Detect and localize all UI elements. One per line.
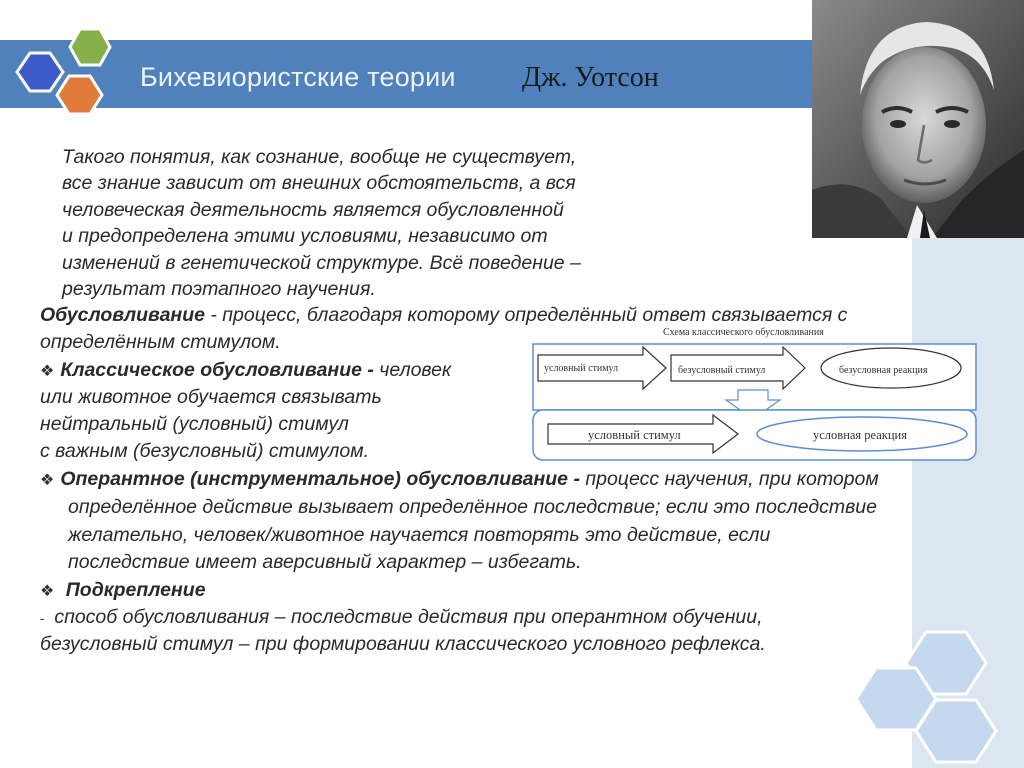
conditioning-def-line-1: - процесс, благодаря которому определённый ответ связывается с	[204, 304, 848, 326]
hex-green	[70, 29, 110, 65]
author-name: Дж. Уотсон	[522, 62, 659, 93]
bottom-stimulus-label: условный стимул	[588, 428, 681, 442]
quote-line-2: все знание зависит от внешних обстоятельств, а вся	[62, 172, 576, 194]
quote-line-5: изменений в генетической структуре. Всё поведение –	[62, 252, 581, 274]
operant-line-1: процесс научения, при котором	[579, 468, 879, 490]
diamond-bullet-icon: ❖	[40, 583, 55, 600]
quote-line-4: и предопределена этими условиями, независимо от	[62, 225, 548, 247]
page-title: Бихевиористские теории	[140, 62, 456, 92]
diamond-bullet-icon: ❖	[40, 363, 55, 380]
classical-line-2: или животное обучается связывать	[40, 386, 382, 408]
reinforcement-term: Подкрепление	[65, 579, 206, 601]
classical-term: Классическое обусловливание -	[60, 359, 374, 381]
portrait-photo	[812, 0, 1024, 238]
operant-line-2: определённое действие вызывает определённое последствие; если это последствие	[68, 496, 877, 518]
quote-line-3: человеческая деятельность является обусловленной	[62, 199, 564, 221]
operant-line-3: желательно, человек/животное научается повторять это действие, если	[68, 524, 771, 546]
classical-line-1: человек	[373, 359, 452, 381]
operant-line-4: последствие имеет аверсивный характер – избегать.	[68, 551, 582, 573]
reinforcement-heading	[40, 577, 206, 606]
diamond-bullet-icon: ❖	[40, 472, 55, 489]
operant-term: Оперантное (инструментальное) обусловливание -	[60, 468, 580, 490]
dash-bullet: -	[40, 611, 45, 626]
diagram-title: Схема классического обусловливания	[663, 327, 824, 338]
reinforcement-line-1-row	[40, 604, 763, 633]
top-unconditioned-label: безусловный стимул	[678, 365, 766, 376]
classical-conditioning-diagram	[518, 318, 988, 468]
reinforcement-line-1: способ обусловливания – последствие действия при оперантном обучении,	[54, 606, 763, 628]
conditioning-term: Обусловливание	[40, 304, 205, 326]
reinforcement-line-2: безусловный стимул – при формировании классического условного рефлекса.	[40, 633, 766, 655]
classical-heading	[40, 357, 451, 386]
classical-line-4: с важным (безусловный) стимулом.	[40, 440, 370, 462]
decor-hexagons	[856, 630, 1024, 768]
quote-line-6: результат поэтапного научения.	[62, 278, 376, 300]
hex-orange	[57, 76, 102, 114]
hexagon-logo	[10, 20, 120, 125]
operant-heading	[40, 466, 879, 495]
top-stimulus-label: условный стимул	[544, 363, 619, 374]
bottom-reaction-label: условная реакция	[813, 428, 908, 442]
conditioning-def-line-2: определённым стимулом.	[40, 331, 281, 353]
classical-line-3: нейтральный (условный) стимул	[40, 413, 349, 435]
top-reaction-label: безусловная реакция	[839, 365, 928, 376]
hex-blue	[17, 53, 63, 91]
quote-line-1: Такого понятия, как сознание, вообще не существует,	[62, 146, 577, 168]
